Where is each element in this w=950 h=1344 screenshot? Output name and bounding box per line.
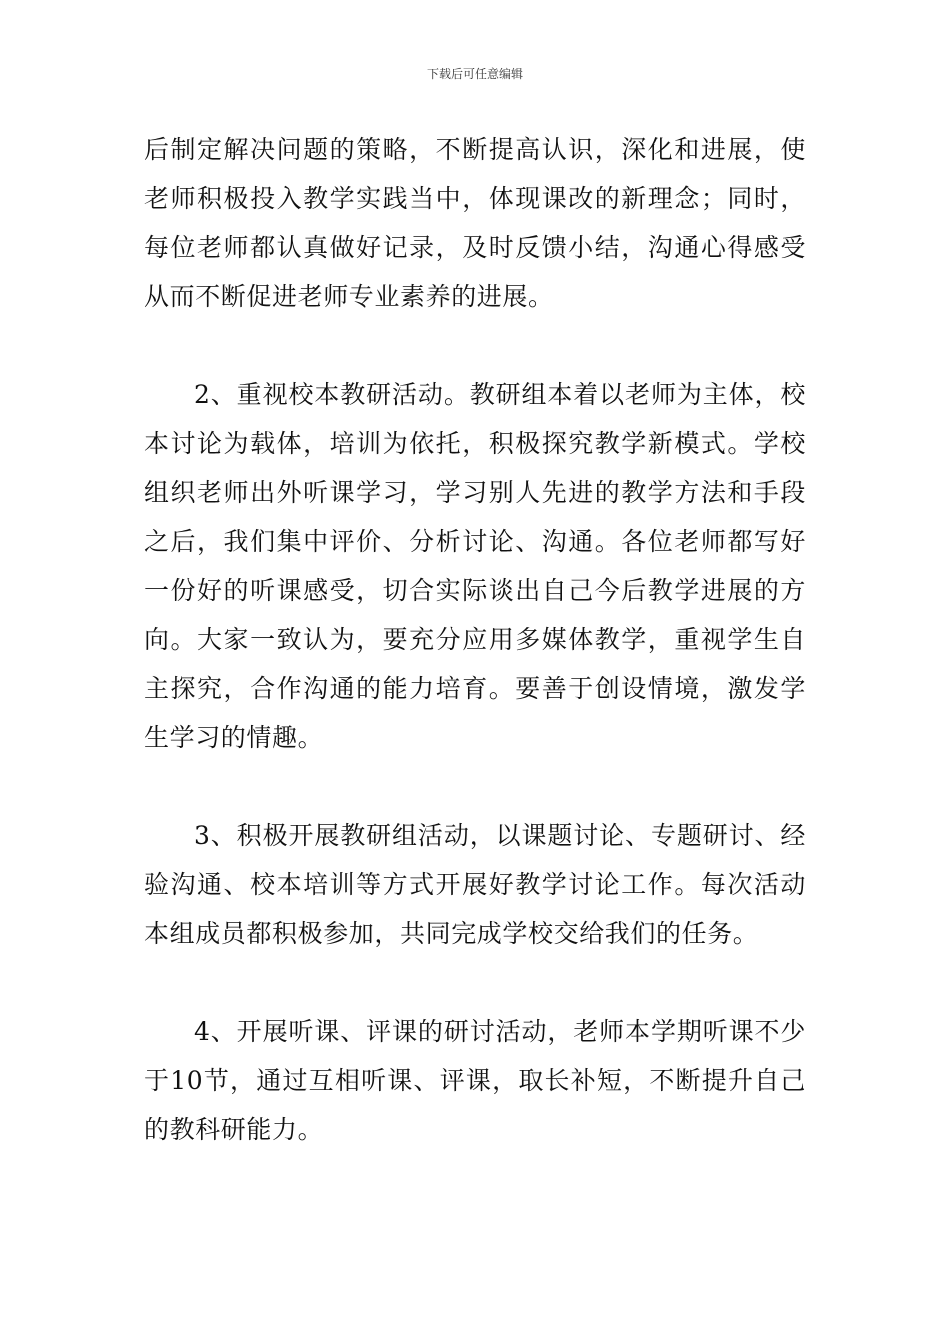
paragraph-item-2: 2、重视校本教研活动。教研组本着以老师为主体，校本讨论为载体，培训为依托，积极探究教学新模式。学校组织老师出外听课学习，学习别人先进的教学方法和手段之后，我们集中评价、分析讨论、沟通。各位老师都写好一份好的听课感受，切合实际谈出自己今后教学进展的方向。大家一致认为，要充分应用多媒体教学，重视学生自主探究，合作沟通的能力培育。要善于创设情境，激发学生学习的情趣。: [144, 380, 806, 752]
paragraph-item-4: 4、开展听课、评课的研讨活动，老师本学期听课不少于10节，通过互相听课、评课，取长补短，不断提升自己的教科研能力。: [144, 1017, 806, 1144]
paragraph-continuation: 后制定解决问题的策略，不断提高认识，深化和进展，使老师积极投入教学实践当中，体现课改的新理念；同时，每位老师都认真做好记录，及时反馈小结，沟通心得感受从而不断促进老师专业素养的进展。: [144, 135, 806, 311]
page-header: 下载后可任意编辑: [426, 67, 523, 81]
document-body: [144, 125, 806, 1154]
paragraph-item-3: 3、积极开展教研组活动，以课题讨论、专题研讨、经验沟通、校本培训等方式开展好教学讨论工作。每次活动本组成员都积极参加，共同完成学校交给我们的任务。: [144, 821, 806, 948]
